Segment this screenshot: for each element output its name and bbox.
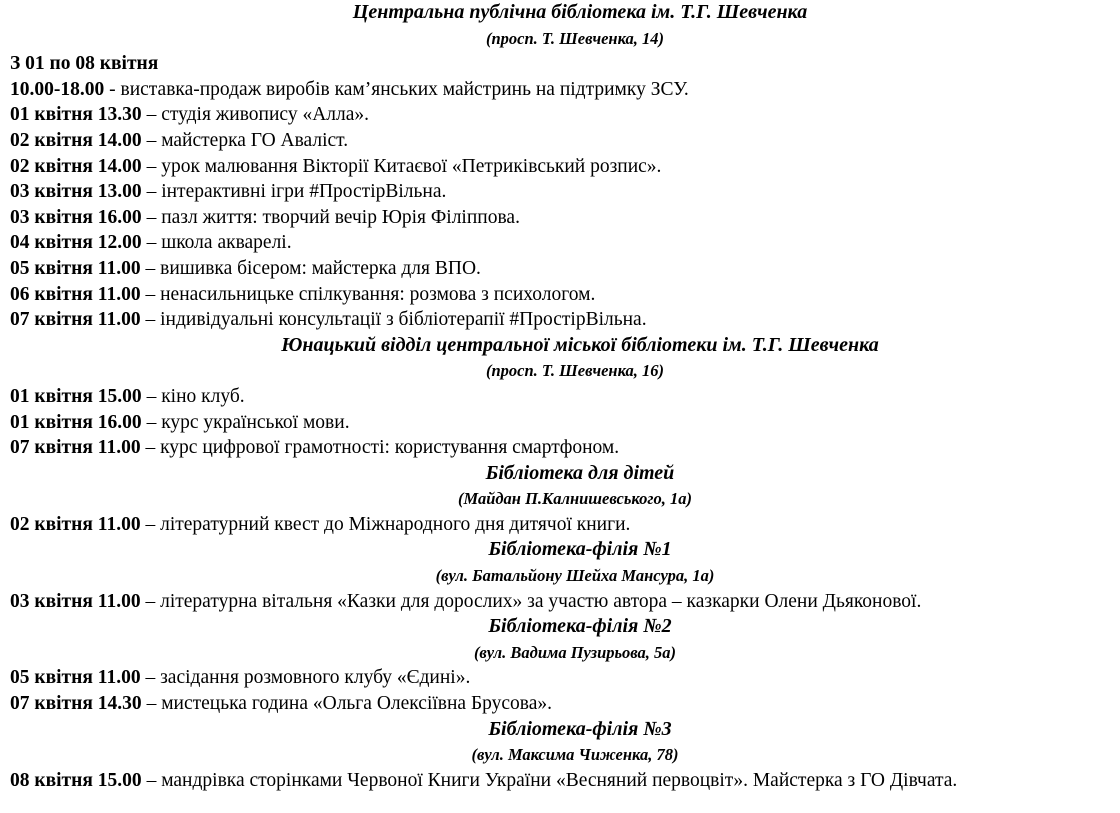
event-item [10,768,1090,794]
event-date: 02 квітня 11.00 [10,513,141,535]
event-item [10,384,1090,410]
event-date: 01 квітня 15.00 [10,385,142,407]
event-date: 04 квітня 12.00 [10,232,142,254]
event-item [10,410,1090,436]
event-description: – літературний квест до Міжнародного дня дитячої книги. [140,513,631,535]
event-item [10,102,1090,128]
library-address: (просп. Т. Шевченка, 16) [485,361,665,381]
event-date: 07 квітня 11.00 [10,309,141,331]
event-period: З 01 по 08 квітня [10,53,159,75]
library-address: (просп. Т. Шевченка, 14) [485,28,665,48]
library-title: Центральна публічна бібліотека ім. Т.Г. Шевченка [352,1,808,23]
event-description: – мандрівка сторінками Червоної Книги України «Весняний первоцвіт». Майстерка з ГО Дівчата. [141,769,958,791]
event-description: – курс української мови. [141,411,350,433]
event-date: 07 квітня 14.30 [10,693,142,715]
event-description: - виставка-продаж виробів кам’янських майстринь на підтримку ЗСУ. [104,78,689,100]
library-title: Юнацький відділ центральної міської бібліотеки ім. Т.Г. Шевченка [281,333,879,356]
event-item [10,256,1090,282]
library-section [10,614,1090,716]
event-date: 07 квітня 11.00 [10,437,141,459]
event-date: 05 квітня 11.00 [10,667,141,689]
event-item [10,282,1090,308]
event-date: 06 квітня 11.00 [10,283,141,305]
library-address: (вул. Батальйону Шейха Мансура, 1а) [435,566,715,586]
event-date: 01 квітня 13.30 [10,104,142,126]
library-title: Бібліотека-філія №1 [488,538,672,561]
library-section [10,537,1090,614]
event-item [10,128,1090,154]
event-date: 02 квітня 14.00 [10,129,142,151]
event-description: – вишивка бісером: майстерка для ВПО. [140,257,481,279]
event-description: – літературна вітальня «Казки для дорослих» за участю автора – казкарки Олени Дьяконової. [140,590,922,612]
event-description: – мистецька година «Ольга Олексіївна Брусова». [141,693,553,715]
event-item [10,154,1090,180]
event-item [10,77,1090,103]
library-title: Бібліотека для дітей [485,461,675,484]
event-item [10,512,1090,538]
event-date: 03 квітня 13.00 [10,181,142,203]
library-title: Бібліотека-філія №2 [488,615,672,638]
event-item [10,307,1090,333]
library-section [10,0,1090,333]
event-item [10,589,1090,615]
event-date: 05 квітня 11.00 [10,257,141,279]
event-item [10,179,1090,205]
event-date: 08 квітня 15.00 [10,769,142,791]
event-date: 10.00-18.00 [10,78,105,100]
library-address: (вул. Вадима Пузирьова, 5а) [473,642,677,662]
event-item [10,691,1090,717]
event-description: – інтерактивні ігри #ПростірВільна. [141,181,447,203]
event-description: – засідання розмовного клубу «Єдині». [140,667,471,689]
library-section [10,717,1090,794]
event-description: – ненасильницьке спілкування: розмова з психологом. [140,283,596,305]
event-description: – майстерка ГО Аваліст. [141,129,349,151]
event-description: – індивідуальні консультації з бібліотерапії #ПростірВільна. [140,309,647,331]
event-description: – курс цифрової грамотності: користування смартфоном. [140,437,620,459]
event-date: 02 квітня 14.00 [10,155,142,177]
event-item [10,205,1090,231]
event-description: – студія живопису «Алла». [141,104,370,126]
event-date: 03 квітня 16.00 [10,206,142,228]
library-address: (вул. Максима Чиженка, 78) [471,745,679,765]
event-date: 03 квітня 11.00 [10,590,141,612]
event-description: – пазл життя: творчий вечір Юрія Філіппова. [141,206,520,228]
event-item [10,435,1090,461]
event-description: – школа акварелі. [141,232,292,254]
library-address: (Майдан П.Калнишевського, 1а) [458,489,692,509]
library-section [10,461,1090,538]
event-item [10,665,1090,691]
event-description: – кіно клуб. [141,385,245,407]
library-title: Бібліотека-філія №3 [488,717,672,740]
event-description: – урок малювання Вікторії Китаєвої «Петриківський розпис». [141,155,662,177]
event-date: 01 квітня 16.00 [10,411,142,433]
event-item [10,230,1090,256]
library-section [10,333,1090,461]
